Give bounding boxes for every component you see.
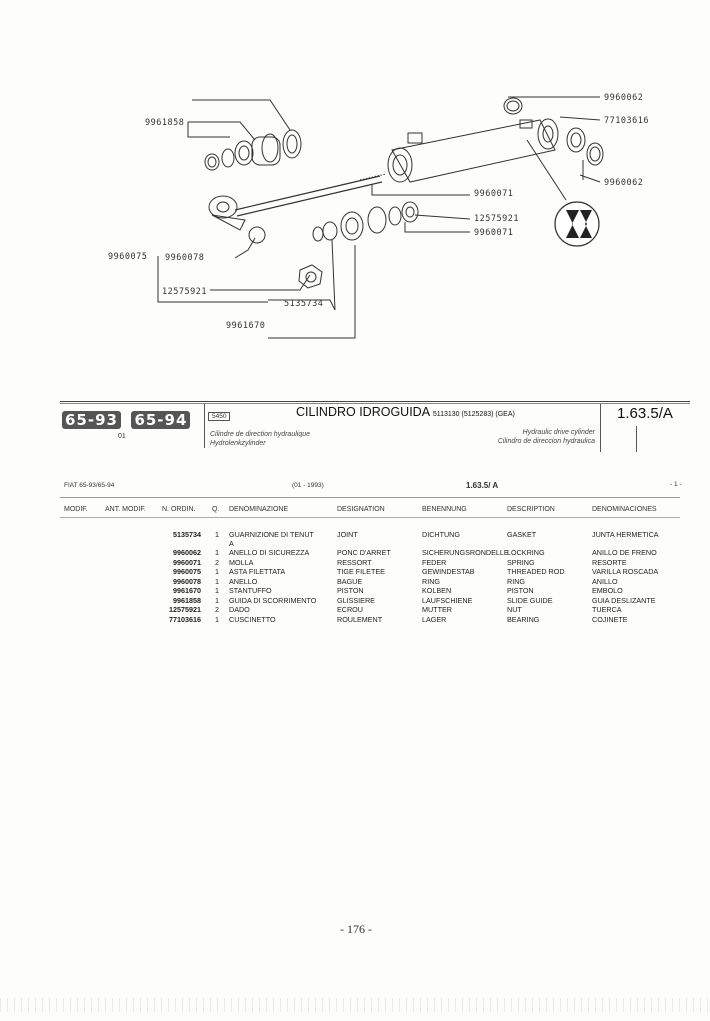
- part-name-de: LAUFSCHIENE: [422, 596, 473, 605]
- part-name-fr: ECROU: [337, 605, 363, 614]
- col-n-ordin: N. ORDIN.: [162, 506, 196, 513]
- part-number: 9961670: [173, 586, 201, 595]
- subtitle-french: Cilindre de direction hydraulique: [210, 431, 311, 438]
- part-name-fr: JOINT: [337, 530, 358, 539]
- part-name-fr: ROULEMENT: [337, 615, 383, 624]
- meta-page-marker: - 1 -: [670, 481, 682, 488]
- part-name-de: RING: [422, 577, 440, 586]
- part-name-it: ANELLO: [229, 577, 258, 586]
- part-number: 12575921: [169, 605, 201, 614]
- part-name-de: FEDER: [422, 558, 447, 567]
- part-number: 5135734: [173, 530, 201, 539]
- part-qty: 1: [215, 586, 219, 595]
- label-9960062-right: 9960062: [604, 178, 644, 188]
- badge-65-93: 65-93: [62, 411, 121, 429]
- part-qty: 2: [215, 605, 219, 614]
- part-qty: 2: [215, 558, 219, 567]
- col-ant-modif: ANT. MODIF.: [105, 506, 146, 513]
- part-number: 77103616: [169, 615, 201, 624]
- part-qty: 1: [215, 548, 219, 557]
- col-denominaciones: DENOMINACIONES: [592, 506, 657, 513]
- edition-date: (01 - 1993): [292, 482, 324, 489]
- part-qty: 1: [215, 530, 219, 539]
- part-name-fr: TIGE FILETEE: [337, 567, 385, 576]
- col-q: Q.: [212, 506, 220, 513]
- part-name-es: GUIA DESLIZANTE: [592, 596, 656, 605]
- model-badge: [62, 411, 190, 430]
- part-name-fr: PISTON: [337, 586, 364, 595]
- label-12575921-a: 12575921: [474, 214, 519, 224]
- part-name-it: DADO: [229, 605, 250, 614]
- label-9960075: 9960075: [108, 252, 148, 262]
- part-name-it: STANTUFFO: [229, 586, 272, 595]
- part-number: 9961858: [173, 596, 201, 605]
- part-name-es: TUERCA: [592, 605, 622, 614]
- label-77103616: 77103616: [604, 116, 649, 126]
- part-name-en: LOCKRING: [507, 548, 545, 557]
- part-number: 9960075: [173, 567, 201, 576]
- part-name-de: SICHERUNGSRONDELLE: [422, 548, 509, 557]
- part-name-en: SPRING: [507, 558, 535, 567]
- part-name-es: JUNTA HERMETICA: [592, 530, 659, 539]
- part-number: 9960078: [173, 577, 201, 586]
- part-name-it: MOLLA: [229, 558, 254, 567]
- subtitle-german: Hydrolenkzylinder: [210, 440, 266, 447]
- page-number: - 176 -: [340, 922, 372, 936]
- badge-65-94: 65-94: [131, 411, 190, 429]
- part-name-de: GEWINDESTAB: [422, 567, 475, 576]
- part-name-en: NUT: [507, 605, 522, 614]
- part-name-fr: RESSORT: [337, 558, 372, 567]
- part-name-it-cont: A: [229, 539, 234, 548]
- part-name-en: BEARING: [507, 615, 540, 624]
- part-name-de: LAGER: [422, 615, 447, 624]
- scan-noise-strip: [0, 998, 710, 1012]
- part-name-it: CUSCINETTO: [229, 615, 276, 624]
- part-name-es: RESORTE: [592, 558, 627, 567]
- part-name-en: GASKET: [507, 530, 537, 539]
- part-name-it: ASTA FILETTATA: [229, 567, 286, 576]
- label-9961670: 9961670: [226, 321, 266, 331]
- subtitle-english: Hydraulic drive cylinder: [522, 429, 595, 436]
- part-name-es: EMBOLO: [592, 586, 623, 595]
- label-9961858: 9961858: [145, 118, 185, 128]
- part-name-en: SLIDE GUIDE: [507, 596, 553, 605]
- col-benennung: BENENNUNG: [422, 506, 467, 513]
- label-9960062-top: 9960062: [604, 93, 644, 103]
- part-qty: 1: [215, 567, 219, 576]
- part-name-fr: GLISSIERE: [337, 596, 375, 605]
- part-name-en: PISTON: [507, 586, 534, 595]
- title-part-codes: 5113130 (5125283) (GEA): [432, 411, 515, 418]
- part-name-de: KOLBEN: [422, 586, 452, 595]
- col-designation: DESIGNATION: [337, 506, 385, 513]
- part-name-de: DICHTUNG: [422, 530, 460, 539]
- part-name-es: ANILLO: [592, 577, 618, 586]
- meta-reference: 1.63.5/ A: [466, 481, 499, 490]
- subtitle-spanish: Cilindro de direccion hydraulica: [497, 438, 595, 445]
- label-9960078: 9960078: [165, 253, 205, 263]
- part-name-it: GUARNIZIONE DI TENUT: [229, 530, 314, 539]
- col-modif: MODIF.: [64, 506, 88, 513]
- part-name-es: VARILLA ROSCADA: [592, 567, 659, 576]
- part-qty: 1: [215, 615, 219, 624]
- reference-number: 1.63.5/A: [617, 405, 673, 422]
- group-code-box: 5450: [208, 412, 230, 421]
- part-name-es: ANILLO DE FRENO: [592, 548, 657, 557]
- page-title: CILINDRO IDROGUIDA 5113130 (5125283) (GEA): [296, 405, 515, 419]
- part-name-en: RING: [507, 577, 525, 586]
- part-number: 9960062: [173, 548, 201, 557]
- part-name-it: GUIDA DI SCORRIMENTO: [229, 596, 317, 605]
- col-denominazione: DENOMINAZIONE: [229, 506, 289, 513]
- label-9960071-b: 9960071: [474, 228, 514, 238]
- label-12575921-b: 12575921: [162, 287, 207, 297]
- part-name-it: ANELLO DI SICUREZZA: [229, 548, 310, 557]
- model-line: FIAT 65-93/65-94: [64, 482, 115, 489]
- brand-logo-icon: [555, 202, 599, 246]
- label-5135734: 5135734: [284, 299, 324, 309]
- part-name-de: MUTTER: [422, 605, 452, 614]
- part-name-fr: PONC D'ARRET: [337, 548, 391, 557]
- part-number: 9960071: [173, 558, 201, 567]
- part-name-es: COJINETE: [592, 615, 628, 624]
- part-name-en: THREADED ROD: [507, 567, 565, 576]
- part-qty: 1: [215, 596, 219, 605]
- part-name-fr: BAGUE: [337, 577, 363, 586]
- label-9960071-a: 9960071: [474, 189, 514, 199]
- col-description: DESCRIPTION: [507, 506, 555, 513]
- badge-subcode: 01: [118, 433, 126, 440]
- part-qty: 1: [215, 577, 219, 586]
